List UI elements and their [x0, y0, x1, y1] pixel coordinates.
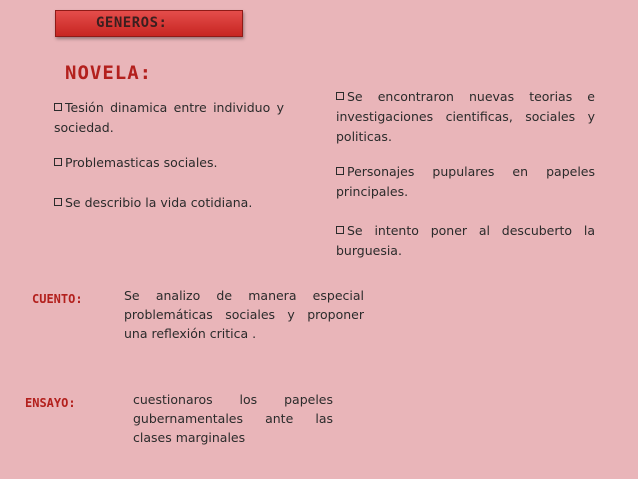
- checkbox-bullet-icon: [336, 92, 344, 100]
- novela-right-item-1: Se encontraron nuevas teorias e investigaciones cientificas, sociales y politicas.: [336, 89, 595, 144]
- novela-left-item-2: Problemasticas sociales.: [54, 153, 284, 173]
- checkbox-bullet-icon: [336, 226, 344, 234]
- novela-heading: NOVELA:: [65, 62, 153, 84]
- novela-right-item-2: Personajes pupulares en papeles principales.: [336, 164, 595, 199]
- ensayo-heading: ENSAYO:: [25, 396, 76, 410]
- novela-right-item-3: Se intento poner al descuberto la burguesia.: [336, 223, 595, 258]
- cuento-heading: CUENTO:: [32, 292, 83, 306]
- banner-title: GENEROS:: [96, 15, 168, 31]
- checkbox-bullet-icon: [54, 158, 62, 166]
- cuento-text: Se analizo de manera especial problemáticas sociales y proponer una reflexión critica .: [124, 288, 364, 341]
- checkbox-bullet-icon: [336, 167, 344, 175]
- novela-left-item-1: Tesión dinamica entre individuo y sociedad.: [54, 100, 284, 135]
- novela-left-item-3: Se describio la vida cotidiana.: [54, 193, 284, 213]
- checkbox-bullet-icon: [54, 198, 62, 206]
- checkbox-bullet-icon: [54, 103, 62, 111]
- genres-banner: [55, 10, 243, 37]
- ensayo-text: cuestionaros los papeles gubernamentales ante las clases marginales: [133, 392, 333, 445]
